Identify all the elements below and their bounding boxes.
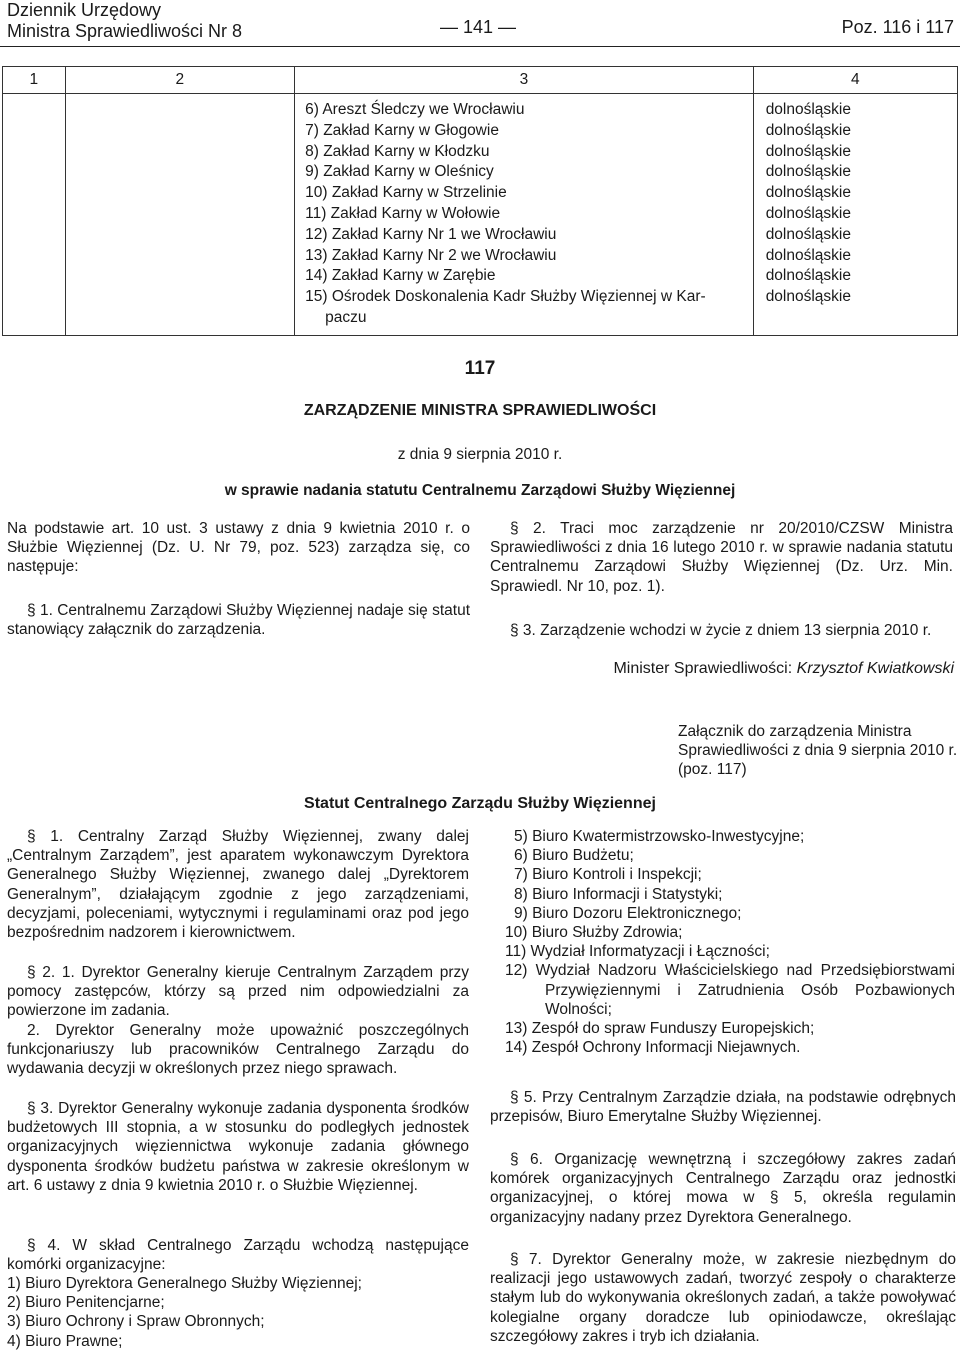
unit-region: dolnośląskie <box>765 163 851 181</box>
act-subject: w sprawie nadania statutu Centralnemu Zarządowi Służby Więziennej <box>224 482 736 499</box>
unit-regions-cell <box>753 94 957 336</box>
list-item: 14) Zespół Ochrony Informacji Niejawnych. <box>505 1039 801 1057</box>
signature-line <box>613 660 954 678</box>
unit-name: 6) Areszt Śledczy we Wrocławiu <box>305 101 525 118</box>
column-header: 4 <box>753 67 957 94</box>
unit-region: dolnośląskie <box>765 184 851 202</box>
annex-line: Sprawiedliwości z dnia 9 sierpnia 2010 r. <box>678 742 958 760</box>
ministry-issue: Ministra Sprawiedliwości Nr 8 <box>7 21 243 41</box>
unit-name: 8) Zakład Karny w Kłodzku <box>305 142 490 160</box>
journal-title: Dziennik Urzędowy <box>7 0 162 20</box>
position-reference: Poz. 116 i 117 <box>841 17 954 37</box>
signer-role: Minister Sprawiedliwości: <box>613 660 793 677</box>
column-header: 3 <box>295 67 754 94</box>
unit-region: dolnośląskie <box>765 267 851 285</box>
running-header-left <box>7 0 242 42</box>
act-date: z dnia 9 sierpnia 2010 r. <box>397 446 563 463</box>
unit-name: 9) Zakład Karny w Oleśnicy <box>305 163 494 181</box>
statute-paragraph-2-1: § 2. 1. Dyrektor Generalny kieruje Centralnym Zarządem przy pomocy zastępców, którzy są przed nim odpowiedzialni za powierzone im zadania. <box>7 964 469 1020</box>
unit-region: dolnośląskie <box>765 101 851 118</box>
unit-region: dolnośląskie <box>765 225 851 243</box>
unit-region: dolnośląskie <box>765 204 851 222</box>
statute-paragraph-1: § 1. Centralny Zarząd Służby Więziennej, zwany dalej „Centralnym Zarządem”, jest aparatem wykonawczym Dyrektora Generalnego Służby Więziennej, zwanego dalej „Dyrektorem Generalnym”, działającym zgodnie z jego zarządzeniami, decyzjami, poleceniami, wytycznymi i regulaminami oraz pod jego bezpośrednim nadzorem i kierownictwem. <box>7 828 469 942</box>
unit-name: 15) Ośrodek Doskonalenia Kadr Służby Więziennej w Kar- <box>305 288 706 306</box>
act-paragraph-3: § 3. Zarządzenie wchodzi w życie z dniem 13 sierpnia 2010 r. <box>510 622 932 639</box>
act-number: 117 <box>464 358 496 379</box>
unit-region: dolnośląskie <box>765 121 851 139</box>
list-item: 12) Wydział Nadzoru Właścicielskiego nad Przedsiębiorstwami Przywięziennymi i Zatrudnienia Osób Pozbawionych Wolności; <box>505 962 955 1018</box>
list-item: 4) Biuro Prawne; <box>7 1332 123 1350</box>
unit-region: dolnośląskie <box>765 246 851 264</box>
unit-region: dolnośląskie <box>765 288 851 306</box>
act-paragraph-2: § 2. Traci moc zarządzenie nr 20/2010/CZSW Ministra Sprawiedliwości z dnia 16 lutego 2010 r. w sprawie nadania statutu Centralnemu Zarządowi Służby Więziennej (Dz. Urz. Min. Sprawiedl. Nr 10, poz. 1). <box>490 520 953 595</box>
unit-name: 11) Zakład Karny w Wołowie <box>305 204 501 222</box>
list-item: 10) Biuro Służby Zdrowia; <box>505 924 683 942</box>
list-item: 1) Biuro Dyrektora Generalnego Służby Więziennej; <box>7 1275 362 1292</box>
unit-name: 14) Zakład Karny w Zarębie <box>305 267 496 285</box>
unit-name-wrap: paczu <box>325 308 367 326</box>
header-divider <box>0 46 960 47</box>
column-header: 2 <box>65 67 294 94</box>
units-list-left <box>7 1274 469 1351</box>
list-item: 6) Biuro Budżetu; <box>514 847 634 865</box>
list-item: 11) Wydział Informatyzacji i Łączności; <box>505 943 770 961</box>
statute-paragraph-2-2: 2. Dyrektor Generalny może upoważnić poszczególnych funkcjonariuszy lub pracowników Centralnego Zarządu do wydawania decyzji w określonych przez niego sprawach. <box>7 1022 469 1078</box>
statute-paragraph-7: § 7. Dyrektor Generalny może, w zakresie niezbędnym do realizacji jego ustawowych zadań, tworzyć zespoły o charakterze stałym lub do wykonywania określonych zadań, a także powoływać kolegialne organy doradcze lub opiniodawcze, określając szczegółowy zakres i tryb ich działania. <box>490 1251 956 1345</box>
table-cell <box>65 94 294 336</box>
statute-paragraph-5: § 5. Przy Centralnym Zarządzie działa, na podstawie odrębnych przepisów, Biuro Emerytalne Służby Więziennej. <box>490 1089 956 1126</box>
list-item: 2) Biuro Penitencjarne; <box>7 1294 165 1312</box>
list-item: 3) Biuro Ochrony i Spraw Obronnych; <box>7 1313 265 1331</box>
statute-paragraph-3: § 3. Dyrektor Generalny wykonuje zadania dysponenta środków budżetowych III stopnia, a w stosunku do podległych jednostek organizacyjnych więziennictwa wykonuje zadania głównego dysponenta środków budżetu państwa w zakresie określonym w art. 6 ustawy z dnia 9 kwietnia 2010 r. o Służbie Więziennej. <box>7 1100 469 1194</box>
table-cell <box>3 94 66 336</box>
page-number: — 141 — <box>440 17 517 37</box>
list-item: 5) Biuro Kwatermistrzowsko-Inwestycyjne; <box>514 828 805 845</box>
unit-name: 12) Zakład Karny Nr 1 we Wrocławiu <box>305 225 557 243</box>
annex-line: (poz. 117) <box>678 761 747 779</box>
unit-name: 13) Zakład Karny Nr 2 we Wrocławiu <box>305 246 557 264</box>
statute-title: Statut Centralnego Zarządu Służby Więziennej <box>304 795 656 812</box>
table-header-row <box>3 67 958 94</box>
list-item: 8) Biuro Informacji i Statystyki; <box>514 885 723 903</box>
column-header: 1 <box>3 67 66 94</box>
list-item: 13) Zespół do spraw Funduszy Europejskich; <box>505 1020 815 1038</box>
statute-paragraph-6: § 6. Organizację wewnętrzną i szczegółowy zakres zadań komórek organizacyjnych Centralnego Zarządu oraz jednostki organizacyjnej, o której mowa w § 5, określa regulamin organizacyjny nadany przez Dyrektora Generalnego. <box>490 1151 956 1226</box>
table-row <box>3 94 958 336</box>
list-item: 9) Biuro Dozoru Elektronicznego; <box>514 904 742 922</box>
unit-name: 7) Zakład Karny w Głogowie <box>305 121 499 139</box>
list-item: 7) Biuro Kontroli i Inspekcji; <box>514 866 702 884</box>
annex-line: Załącznik do zarządzenia Ministra <box>678 723 912 740</box>
statute-paragraph-4: § 4. W skład Centralnego Zarządu wchodzą następujące komórki organizacyjne: <box>7 1237 469 1274</box>
unit-name: 10) Zakład Karny w Strzelinie <box>305 184 507 202</box>
units-list-right <box>505 827 955 1057</box>
units-table <box>2 66 958 336</box>
act-paragraph-1: § 1. Centralnemu Zarządowi Służby Więziennej nadaje się statut stanowiący załącznik do zarządzenia. <box>7 602 470 639</box>
unit-names-cell <box>295 94 754 336</box>
unit-region: dolnośląskie <box>765 142 851 160</box>
signer-name: Krzysztof Kwiatkowski <box>796 660 954 677</box>
act-title: ZARZĄDZENIE MINISTRA SPRAWIEDLIWOŚCI <box>303 402 657 419</box>
act-preamble: Na podstawie art. 10 ust. 3 ustawy z dnia 9 kwietnia 2010 r. o Służbie Więziennej (Dz. U. Nr 79, poz. 523) zarządza się, co następuje: <box>7 520 470 576</box>
annex-note <box>678 722 958 780</box>
